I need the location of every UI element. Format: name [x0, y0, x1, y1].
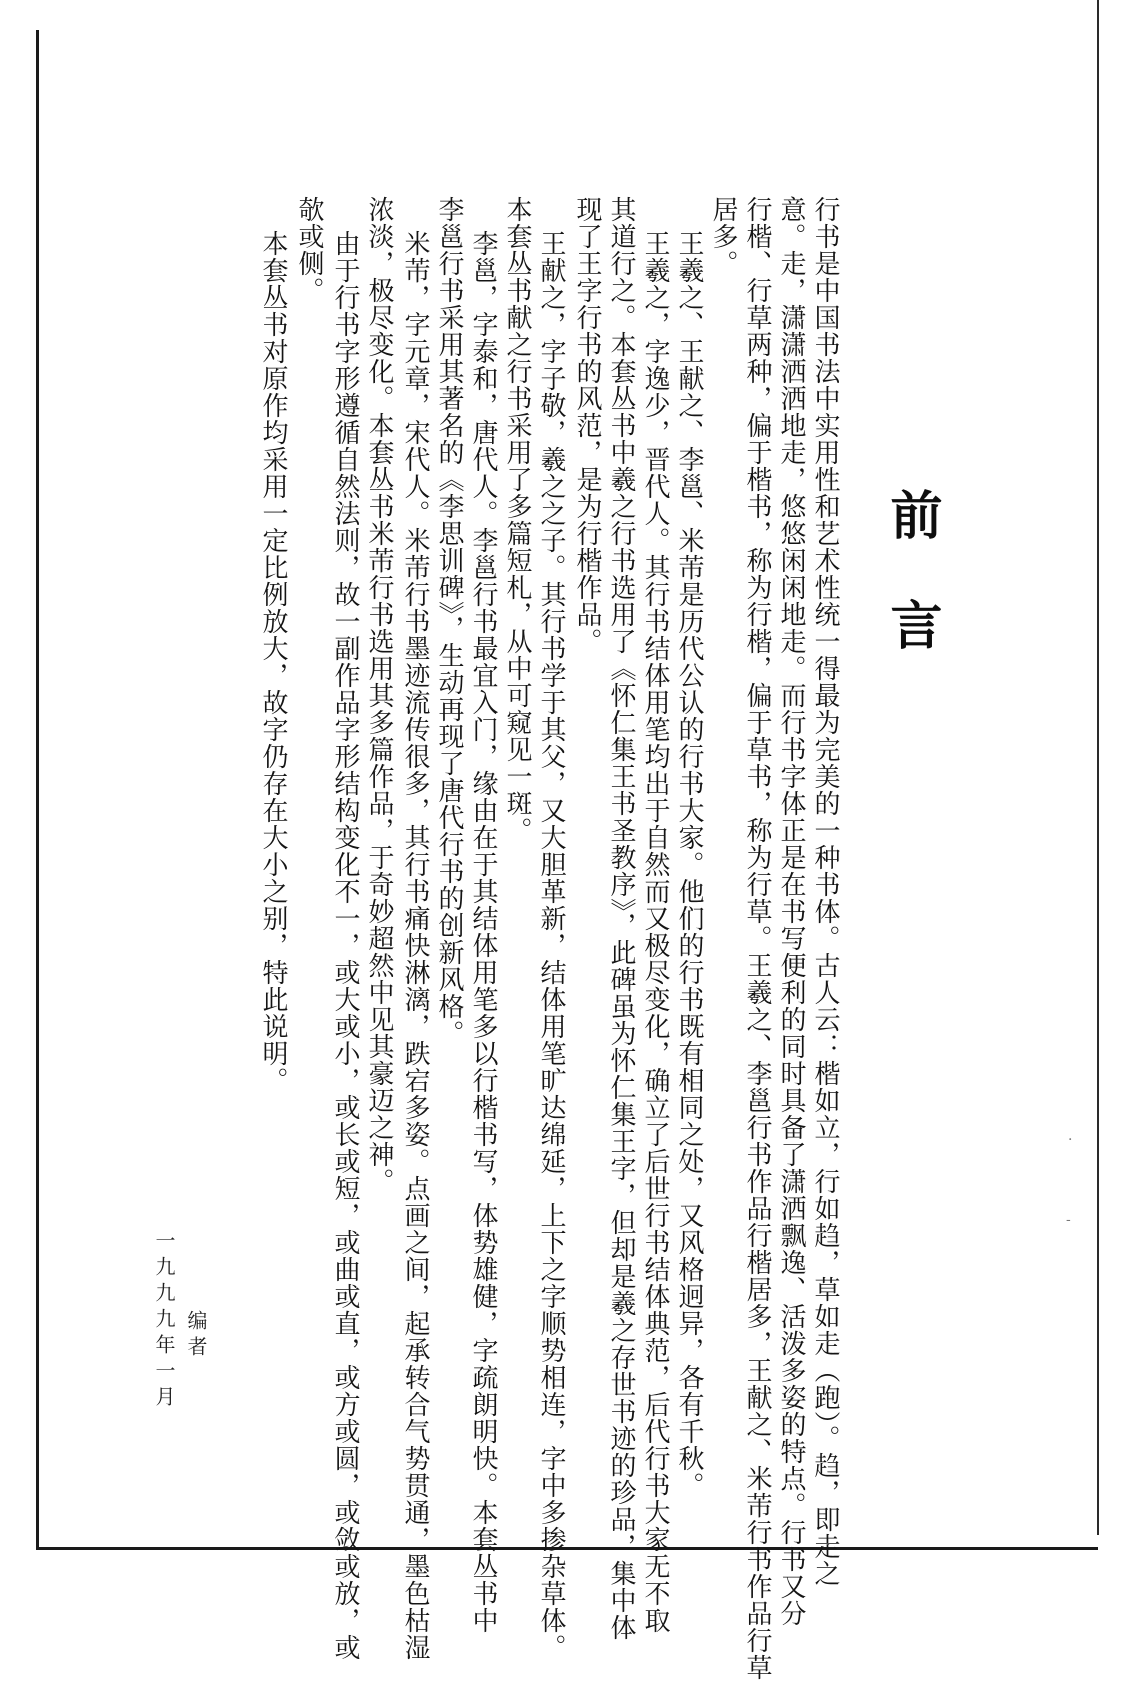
- text-column-10: 本套丛书献之行书采用了多篇短札，从中可窥见一斑。: [502, 196, 532, 844]
- text-column-16: 欹或侧。: [294, 196, 324, 304]
- text-column-13: 米芾，字元章，宋代人。米芾行书墨迹流传很多，其行书痛快淋漓，跌宕多姿。点画之间，起承转合气势贯通，墨色枯湿: [400, 230, 430, 1661]
- signature-date: 一九九九年一月: [152, 1230, 176, 1412]
- text-column-12: 李邕行书采用其著名的《李思训碑》，生动再现了唐代行书的创新风格。: [434, 196, 464, 1047]
- text-column-5: 王羲之、王献之、李邕、米芾是历代公认的行书大家。他们的行书既有相同之处，又风格迥异，各有千秋。: [674, 230, 704, 1499]
- scan-speck: -: [1066, 1212, 1071, 1228]
- text-column-7: 其道行之。本套丛书中羲之行书选用了《怀仁集王书圣教序》，此碑虽为怀仁集王字，但却是羲之存世书迹的珍品，集中体: [606, 196, 636, 1641]
- text-column-2: 意。走，潇潇洒洒地走，悠悠闲闲地走。而行书字体正是在书写便利的同时具备了潇洒飘逸、活泼多姿的特点。行书又分: [776, 196, 806, 1627]
- scan-edge-left: [36, 30, 39, 1550]
- text-column-4: 居多。: [708, 196, 738, 277]
- text-column-11: 李邕，字泰和，唐代人。李邕行书最宜入门，缘由在于其结体用笔多以行楷书写，体势雄健，字疏朗明快。本套丛书中: [468, 230, 498, 1634]
- text-column-1: 行书是中国书法中实用性和艺术性统一得最为完美的一种书体。古人云：楷如立，行如趋，草如走（跑）。趋，即走之: [810, 196, 840, 1587]
- scan-speck: ·: [1068, 1132, 1073, 1148]
- text-column-15: 由于行书字形遵循自然法则，故一副作品字形结构变化不一，或大或小，或长或短，或曲或直，或方或圆，或敛或放，或: [330, 230, 360, 1661]
- text-column-6: 王羲之，字逸少，晋代人。其行书结体用笔均出于自然而又极尽变化，确立了后世行书结体典范，后代行书大家无不取: [640, 230, 670, 1634]
- page-title: 前言: [881, 488, 942, 708]
- scan-edge-right: [1097, 0, 1099, 1535]
- text-column-14: 浓淡，极尽变化。本套丛书米芾行书选用其多篇作品，于奇妙超然中见其豪迈之神。: [364, 196, 394, 1195]
- text-column-17: 本套丛书对原作均采用一定比例放大，故字仍存在大小之别，特此说明。: [258, 230, 288, 1094]
- text-column-3: 行楷、行草两种，偏于楷书，称为行楷，偏于草书，称为行草。王羲之、李邕行书作品行楷居多，王献之、米芾行书作品行草: [742, 196, 772, 1681]
- text-column-8: 现了王字行书的风范，是为行楷作品。: [572, 196, 602, 655]
- text-column-9: 王献之，字子敬，羲之之子。其行书学于其父，又大胆革新，结体用笔旷达绵延，上下之字顺势相连，字中多掺杂草体。: [536, 230, 566, 1661]
- signature-author: 编者: [184, 1310, 208, 1362]
